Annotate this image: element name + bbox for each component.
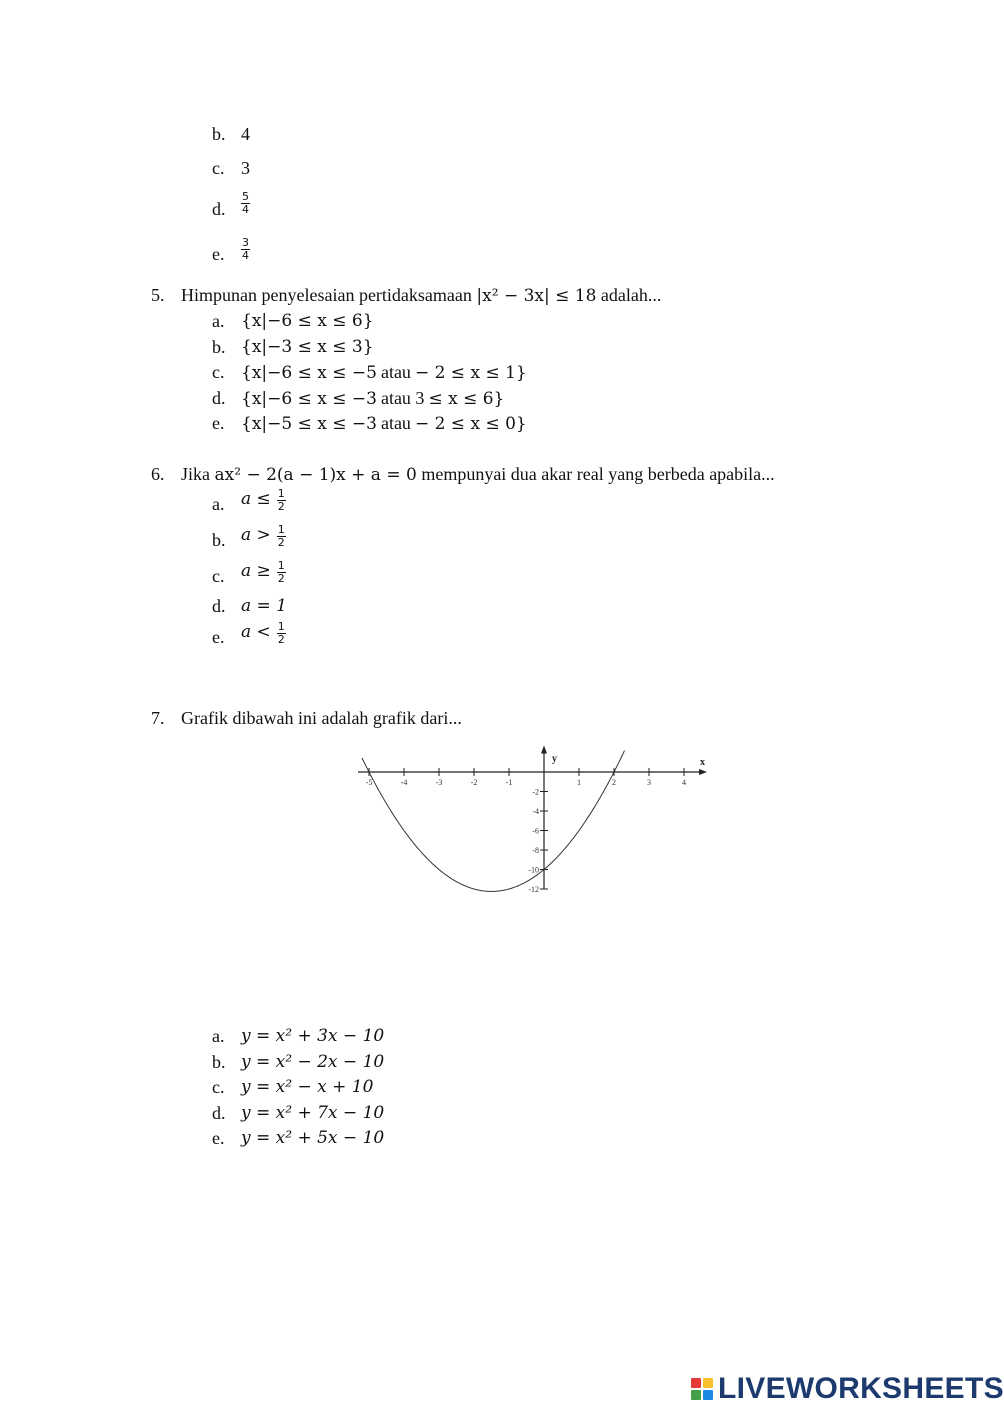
logo-text: LIVEWORKSHEETS xyxy=(718,1372,1004,1405)
option-letter: a. xyxy=(212,494,225,514)
logo-square xyxy=(703,1378,713,1388)
option-b xyxy=(241,524,286,549)
question-prefix: Himpunan penyelesaian pertidaksamaan xyxy=(181,285,472,305)
fraction-numerator: 3 xyxy=(242,236,249,249)
option-expr: {x|−6 ≤ x ≤ 6} xyxy=(241,311,374,331)
question-text: Grafik dibawah ini adalah grafik dari... xyxy=(181,708,462,728)
option-expr-part1: {x|−6 ≤ x ≤ −3 xyxy=(241,389,377,409)
option-e xyxy=(241,621,286,646)
option-value: 4 xyxy=(241,124,250,144)
liveworksheets-logo[interactable] xyxy=(690,1372,1004,1406)
y-tick-label: -10 xyxy=(528,865,539,875)
y-tick-label: -4 xyxy=(532,807,539,816)
option-letter: e. xyxy=(212,1128,225,1148)
question-prefix: Jika xyxy=(181,464,210,484)
option-expr-part2: − 2 ≤ x ≤ 0} xyxy=(414,414,527,434)
fraction-numerator: 1 xyxy=(277,559,285,572)
x-tick-label: -5 xyxy=(365,778,373,787)
option-expr: a < xyxy=(241,622,271,643)
option-letter: c. xyxy=(212,566,225,586)
option-d xyxy=(241,1103,384,1123)
logo-mark-icon xyxy=(690,1377,714,1401)
question-expression: ax² − 2(a − 1)x + a = 0 xyxy=(214,465,417,485)
option-expr: y = x² − x + 10 xyxy=(241,1077,374,1097)
y-tick-label: -6 xyxy=(532,826,539,836)
option-e xyxy=(241,413,527,434)
option-c xyxy=(241,1077,373,1097)
option-b xyxy=(241,337,374,357)
question-suffix: mempunyai dua akar real yang berbeda apabila... xyxy=(421,464,775,484)
fraction-denominator: 4 xyxy=(242,249,249,262)
y-axis-label: y xyxy=(552,753,557,765)
parabola-graph xyxy=(350,726,705,1016)
option-letter: b. xyxy=(212,337,226,357)
logo-square xyxy=(691,1390,701,1400)
option-c xyxy=(241,560,286,585)
option-letter: d. xyxy=(212,596,226,616)
option-expr: a = 1 xyxy=(241,596,288,616)
fraction-numerator: 5 xyxy=(242,190,249,203)
fraction-numerator: 1 xyxy=(277,523,285,536)
fraction-denominator: 2 xyxy=(277,633,285,646)
fraction-denominator: 2 xyxy=(277,572,285,585)
option-expr: {x|−3 ≤ x ≤ 3} xyxy=(241,337,374,357)
option-b xyxy=(241,1052,384,1072)
logo-square xyxy=(691,1378,701,1388)
option-letter: e. xyxy=(212,627,225,647)
option-value: 3 xyxy=(241,158,250,178)
option-letter: c. xyxy=(212,158,225,178)
option-expr: y = x² + 5x − 10 xyxy=(241,1128,385,1148)
option-letter: a. xyxy=(212,1026,225,1046)
option-expr-part1: {x|−5 ≤ x ≤ −3 xyxy=(241,414,377,434)
option-expr-part2: ≤ x ≤ 6} xyxy=(428,389,505,409)
fraction-numerator: 1 xyxy=(277,487,285,500)
option-letter: c. xyxy=(212,362,225,382)
x-axis-label: x xyxy=(700,757,705,768)
option-expr: y = x² + 7x − 10 xyxy=(241,1103,385,1123)
question-text xyxy=(181,285,661,306)
option-expr: a > xyxy=(241,525,271,546)
option-expr: y = x² + 3x − 10 xyxy=(241,1026,385,1046)
option-letter: c. xyxy=(212,1077,225,1097)
fraction-denominator: 2 xyxy=(277,500,285,513)
x-axis-arrow xyxy=(699,769,707,775)
x-tick-label: -4 xyxy=(400,778,408,787)
option-d xyxy=(241,596,287,616)
fraction-denominator: 2 xyxy=(277,536,285,549)
x-tick-label: -2 xyxy=(470,778,478,787)
fraction-numerator: 1 xyxy=(277,620,285,633)
option-connector: atau 3 xyxy=(380,388,425,408)
y-tick-label: -2 xyxy=(532,787,539,797)
logo-square xyxy=(703,1390,713,1400)
x-tick-label: 4 xyxy=(682,778,686,787)
question-suffix: adalah... xyxy=(600,285,662,305)
question-text xyxy=(181,464,775,485)
option-letter: d. xyxy=(212,199,226,219)
option-fraction xyxy=(239,237,250,262)
option-a xyxy=(241,311,374,331)
option-letter: a. xyxy=(212,311,225,331)
x-tick-label: 2 xyxy=(612,778,616,787)
option-connector: atau xyxy=(380,413,411,433)
y-tick-label: -8 xyxy=(532,846,539,855)
option-a xyxy=(241,1026,384,1046)
question-expression: |x² − 3x| ≤ 18 xyxy=(476,286,597,306)
option-letter: d. xyxy=(212,388,226,408)
x-tick-label: 1 xyxy=(577,778,581,787)
fraction-denominator: 4 xyxy=(242,203,249,216)
option-connector: atau xyxy=(380,362,411,382)
option-letter: e. xyxy=(212,413,225,433)
option-d xyxy=(241,388,504,409)
y-axis-arrow xyxy=(541,746,547,754)
question-number: 7. xyxy=(151,708,165,728)
option-letter: b. xyxy=(212,530,226,550)
option-c xyxy=(241,362,527,383)
option-expr-part1: {x|−6 ≤ x ≤ −5 xyxy=(241,363,377,383)
option-fraction xyxy=(239,191,250,216)
question-number: 6. xyxy=(151,464,165,484)
option-letter: b. xyxy=(212,1052,226,1072)
option-a xyxy=(241,488,286,513)
option-expr: a ≥ xyxy=(241,561,271,582)
option-expr-part2: − 2 ≤ x ≤ 1} xyxy=(414,363,527,383)
question-number: 5. xyxy=(151,285,165,305)
option-letter: e. xyxy=(212,244,225,264)
option-letter: b. xyxy=(212,124,226,144)
x-tick-label: 3 xyxy=(647,778,651,787)
x-tick-label: -1 xyxy=(505,778,513,787)
option-e xyxy=(241,1128,384,1148)
option-expr: y = x² − 2x − 10 xyxy=(241,1052,385,1072)
x-tick-label: -3 xyxy=(435,778,443,787)
option-letter: d. xyxy=(212,1103,226,1123)
option-expr: a ≤ xyxy=(241,489,271,510)
y-tick-label: -12 xyxy=(528,885,539,894)
